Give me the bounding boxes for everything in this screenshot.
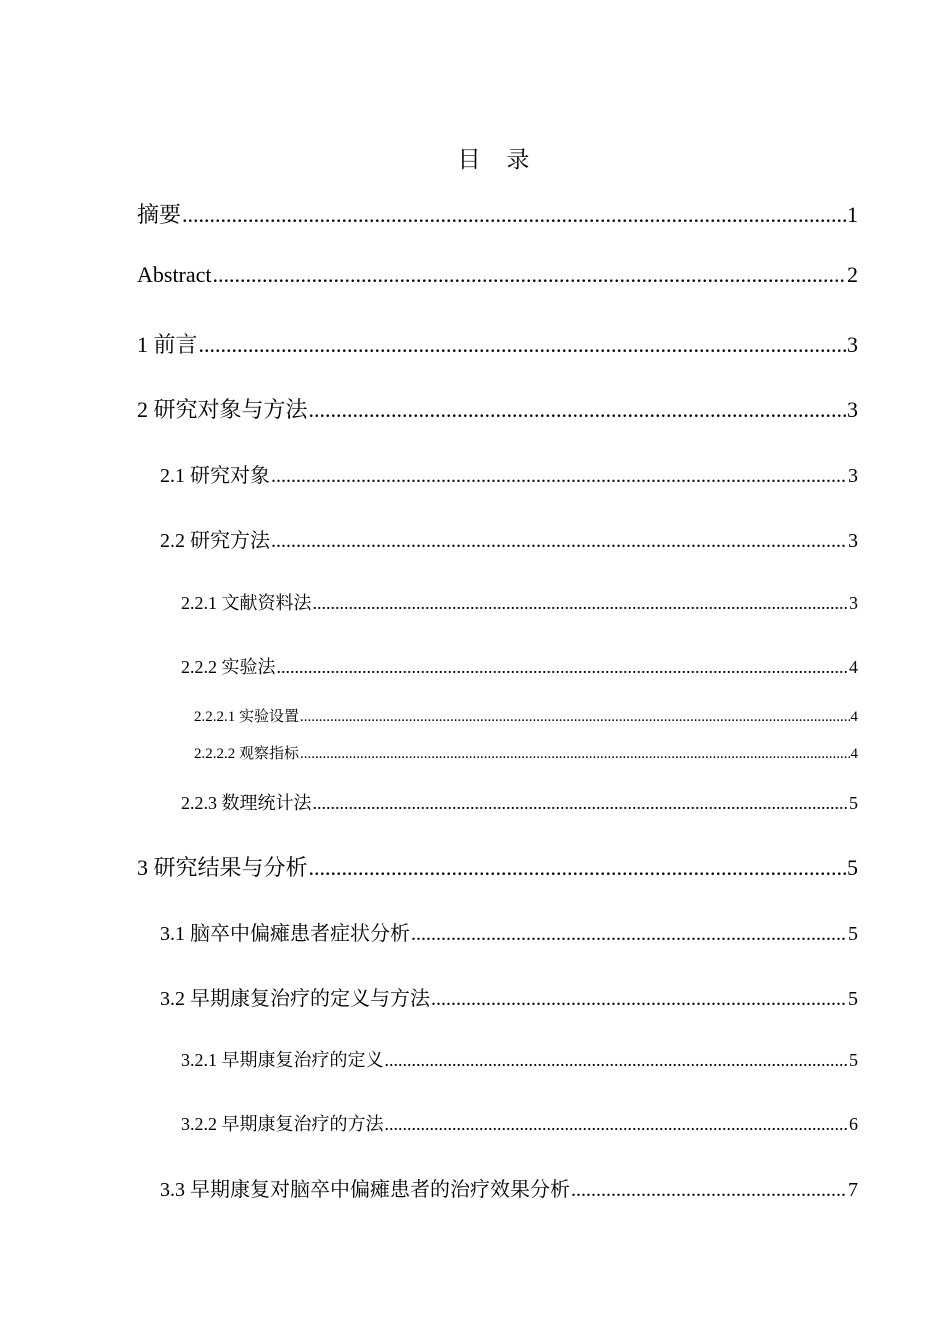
toc-entry-label: 摘要 bbox=[137, 202, 182, 227]
toc-page-number: 1 bbox=[847, 202, 858, 227]
toc-page-number: 5 bbox=[847, 855, 858, 880]
toc-entry-label: 2.2.2 实验法 bbox=[181, 657, 276, 677]
dot-leader bbox=[411, 923, 847, 946]
toc-page-number: 4 bbox=[850, 746, 858, 762]
dot-leader bbox=[277, 657, 849, 678]
dot-leader bbox=[271, 465, 847, 488]
toc-entry-label: Abstract bbox=[137, 262, 212, 287]
toc-entry-abstract-cn[interactable] bbox=[137, 198, 858, 229]
toc-entry-label: 3.2.2 早期康复治疗的方法 bbox=[181, 1114, 384, 1134]
toc-page-number: 6 bbox=[849, 1114, 858, 1134]
dot-leader bbox=[271, 530, 847, 553]
toc-entry-3-1[interactable] bbox=[160, 917, 858, 946]
toc-page-number: 7 bbox=[848, 1179, 858, 1201]
toc-entry-label: 2.2 研究方法 bbox=[160, 530, 270, 552]
dot-leader bbox=[571, 1179, 847, 1202]
toc-entry-label: 3 研究结果与分析 bbox=[137, 855, 308, 880]
dot-leader bbox=[385, 1050, 849, 1071]
dot-leader bbox=[309, 855, 846, 881]
toc-entry-label: 2.2.2.2 观察指标 bbox=[194, 746, 300, 762]
toc-entry-label: 3.2.1 早期康复治疗的定义 bbox=[181, 1050, 384, 1070]
dot-leader bbox=[199, 332, 846, 358]
toc-entry-2-2-2[interactable] bbox=[181, 653, 858, 679]
dot-leader bbox=[213, 262, 846, 288]
toc-entry-3-2[interactable] bbox=[160, 982, 858, 1011]
toc-entry-2-2-2-2[interactable] bbox=[194, 742, 858, 763]
toc-entry-2-2-2-1[interactable] bbox=[194, 705, 858, 726]
toc-page-number: 5 bbox=[849, 1050, 858, 1070]
toc-entry-label: 1 前言 bbox=[137, 332, 198, 357]
toc-entry-label: 2.2.1 文献资料法 bbox=[181, 593, 312, 613]
toc-entry-label: 3.1 脑卒中偏瘫患者症状分析 bbox=[160, 923, 410, 945]
toc-page-number: 3 bbox=[849, 593, 858, 613]
toc-page-number: 5 bbox=[849, 793, 858, 813]
toc-entry-3-2-2[interactable] bbox=[181, 1110, 858, 1136]
toc-entry-label: 2.1 研究对象 bbox=[160, 465, 270, 487]
toc-entry-2-1[interactable] bbox=[160, 459, 858, 488]
toc-entry-3-3[interactable] bbox=[160, 1173, 858, 1202]
dot-leader bbox=[300, 746, 849, 763]
dot-leader bbox=[313, 793, 849, 814]
toc-entry-abstract-en[interactable] bbox=[137, 262, 858, 288]
toc-entry-label: 2.2.3 数理统计法 bbox=[181, 793, 312, 813]
toc-entry-label: 3.2 早期康复治疗的定义与方法 bbox=[160, 988, 430, 1010]
toc-page-number: 4 bbox=[849, 657, 858, 677]
dot-leader bbox=[313, 593, 849, 614]
toc-page-number: 5 bbox=[848, 988, 858, 1010]
toc-page-number: 3 bbox=[847, 397, 858, 422]
toc-page-number: 3 bbox=[848, 530, 858, 552]
toc-title: 目 录 bbox=[457, 147, 540, 172]
toc-entry-2-2-3[interactable] bbox=[181, 789, 858, 815]
toc-entry-label: 3.3 早期康复对脑卒中偏瘫患者的治疗效果分析 bbox=[160, 1179, 570, 1201]
toc-page-number: 3 bbox=[848, 465, 858, 487]
toc-entry-3[interactable] bbox=[137, 851, 858, 882]
toc-entry-label: 2 研究对象与方法 bbox=[137, 397, 308, 422]
toc-entry-label: 2.2.2.1 实验设置 bbox=[194, 709, 300, 725]
toc-page-number: 4 bbox=[850, 709, 858, 725]
dot-leader bbox=[431, 988, 847, 1011]
toc-page-number: 5 bbox=[848, 923, 858, 945]
toc-page-number: 3 bbox=[847, 332, 858, 357]
dot-leader bbox=[309, 397, 846, 423]
dot-leader bbox=[182, 202, 846, 228]
toc-entry-2-2-1[interactable] bbox=[181, 589, 858, 615]
toc-entry-1[interactable] bbox=[137, 328, 858, 359]
toc-entry-3-2-1[interactable] bbox=[181, 1046, 858, 1072]
toc-page-number: 2 bbox=[847, 262, 858, 287]
dot-leader bbox=[385, 1114, 849, 1135]
dot-leader bbox=[300, 709, 849, 726]
toc-entry-2[interactable] bbox=[137, 393, 858, 424]
toc-entry-2-2[interactable] bbox=[160, 524, 858, 553]
